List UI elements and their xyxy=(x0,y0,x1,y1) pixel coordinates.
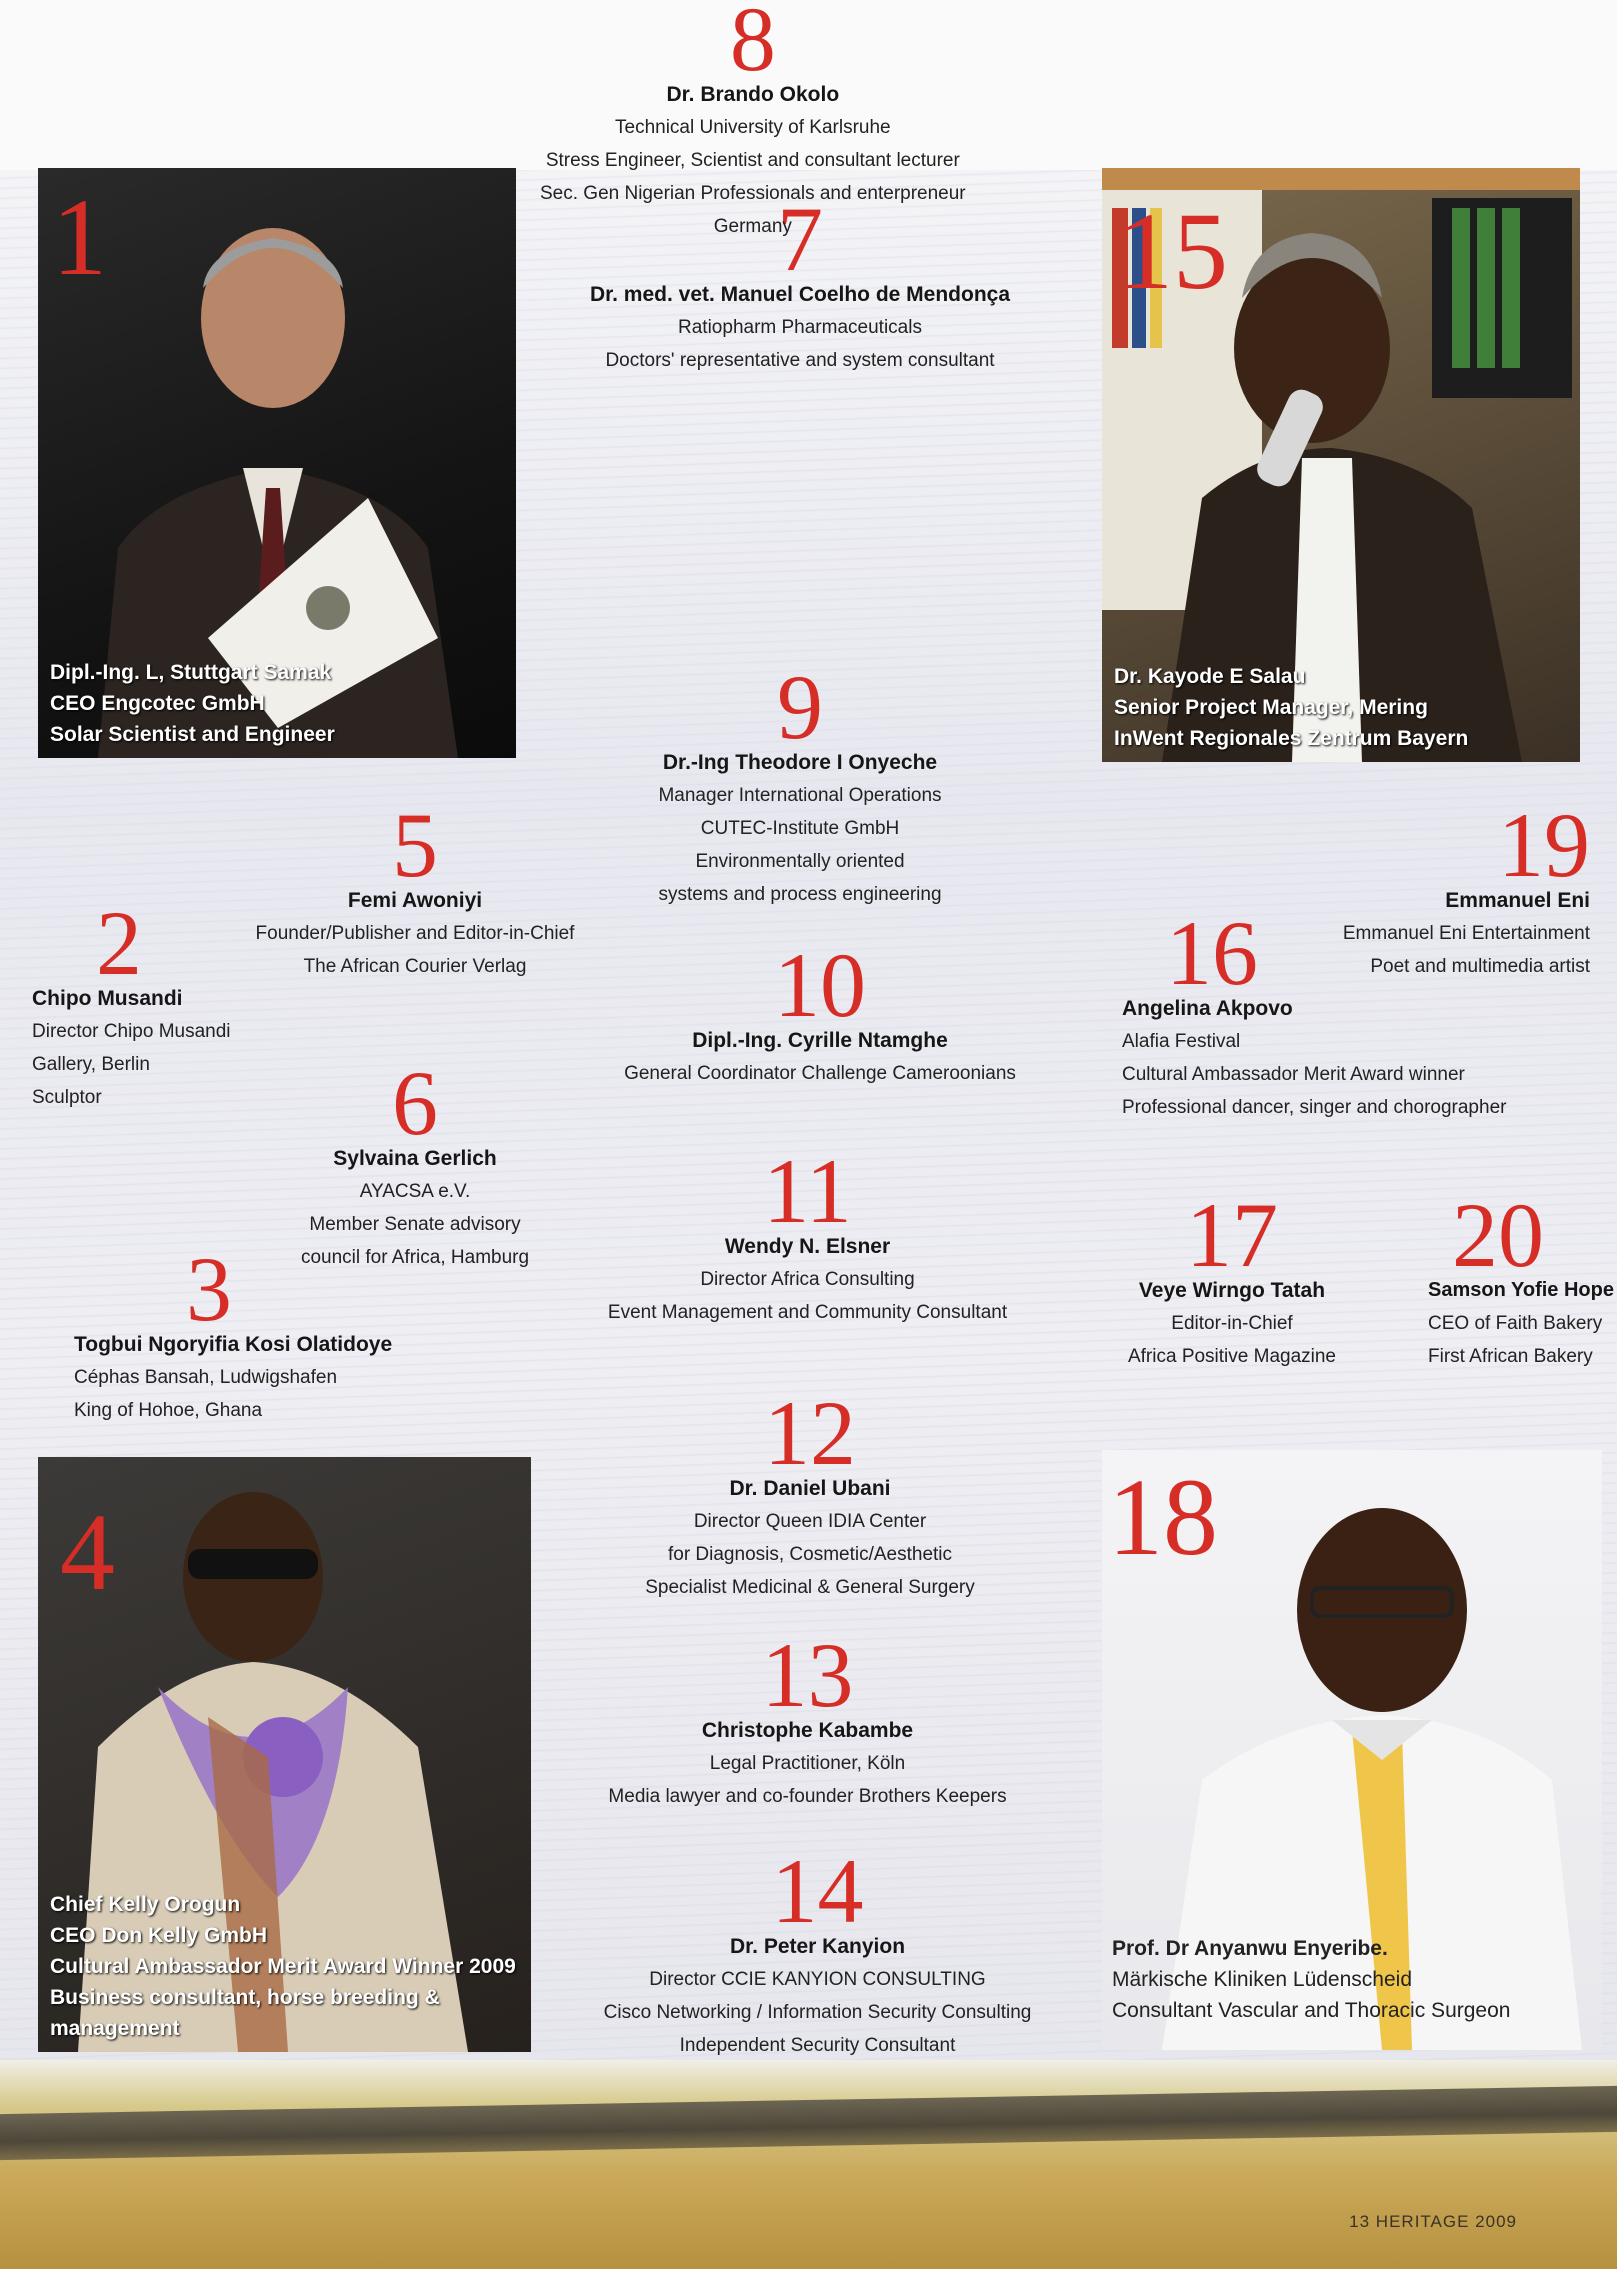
entry-name: Dr. med. vet. Manuel Coelho de Mendonça xyxy=(589,283,1011,306)
photo-4 xyxy=(38,1457,531,2052)
entry-number: 13 xyxy=(761,1624,854,1726)
entry-line: CEO of Faith Bakery xyxy=(1428,1313,1603,1334)
entry-name: Dr. Daniel Ubani xyxy=(729,1477,891,1500)
photo-number: 4 xyxy=(60,1491,115,1613)
entry-line: for Diagnosis, Cosmetic/Aesthetic xyxy=(667,1544,953,1565)
caption-line: Dipl.-Ing. L, Stuttgart Samak xyxy=(50,661,332,684)
caption-line: Cultural Ambassador Merit Award Winner 2009 xyxy=(50,1955,516,1978)
entry-name: Angelina Akpovo xyxy=(1122,997,1293,1020)
entry-name: Emmanuel Eni xyxy=(1445,889,1590,912)
entry-line: Sculptor xyxy=(32,1087,102,1108)
entry-line: AYACSA e.V. xyxy=(359,1181,471,1202)
entry-line: Céphas Bansah, Ludwigshafen xyxy=(74,1367,338,1388)
entry-16 xyxy=(1122,902,1552,1124)
photo-18 xyxy=(1102,1450,1602,2050)
entry-number: 12 xyxy=(764,1382,856,1484)
entry-line: Ratiopharm Pharmaceuticals xyxy=(678,317,922,338)
photo-number: 18 xyxy=(1108,1456,1218,1578)
entry-line: Cultural Ambassador Merit Award winner xyxy=(1122,1064,1465,1085)
photo-number: 15 xyxy=(1118,190,1228,312)
entry-name: Femi Awoniyi xyxy=(347,889,483,912)
entry-number: 5 xyxy=(392,794,438,896)
caption-line: Chief Kelly Orogun xyxy=(50,1893,241,1916)
entry-number: 20 xyxy=(1452,1184,1544,1286)
entry-3 xyxy=(74,1238,504,1427)
entry-name: Dr.-Ing Theodore I Onyeche xyxy=(662,751,938,774)
entry-name: Christophe Kabambe xyxy=(701,1719,914,1742)
entry-line: Legal Practitioner, Köln xyxy=(709,1753,906,1774)
entry-17 xyxy=(1102,1184,1362,1373)
entry-name: Dr. Peter Kanyion xyxy=(729,1935,906,1958)
entry-name: Dipl.-Ing. Cyrille Ntamghe xyxy=(692,1029,948,1052)
photo-15 xyxy=(1102,168,1580,762)
entry-line: Event Management and Community Consultant xyxy=(607,1302,1008,1323)
entry-line: Cisco Networking / Information Security Consulting xyxy=(603,2002,1032,2023)
caption-line: Consultant Vascular and Thoracic Surgeon xyxy=(1112,1999,1511,2022)
entry-line: Media lawyer and co-founder Brothers Keepers xyxy=(608,1786,1007,1807)
entry-2 xyxy=(32,892,292,1114)
entry-line: Sec. Gen Nigerian Professionals and enterpreneur xyxy=(540,183,966,204)
entry-number: 2 xyxy=(96,892,142,994)
caption-line: Märkische Kliniken Lüdenscheid xyxy=(1112,1968,1412,1991)
photo-caption xyxy=(1114,661,1468,754)
page-footer: 13 HERITAGE 2009 xyxy=(1349,2212,1517,2231)
entry-number: 9 xyxy=(777,656,823,758)
entry-6 xyxy=(280,1052,550,1274)
entry-13 xyxy=(540,1624,1075,1813)
entry-line: Gallery, Berlin xyxy=(32,1054,150,1075)
entry-12 xyxy=(550,1382,1070,1604)
entry-5 xyxy=(250,794,580,983)
entry-line: Member Senate advisory xyxy=(309,1214,521,1235)
entry-line: Stress Engineer, Scientist and consultant lecturer xyxy=(545,150,960,171)
caption-line: InWent Regionales Zentrum Bayern xyxy=(1114,727,1469,750)
entry-line: Poet and multimedia artist xyxy=(1370,956,1590,977)
entry-line: The African Courier Verlag xyxy=(303,956,527,977)
entry-11 xyxy=(540,1140,1075,1329)
entry-line: Founder/Publisher and Editor-in-Chief xyxy=(255,923,575,944)
caption-line: CEO Engcotec GmbH xyxy=(50,692,265,715)
entry-number: 10 xyxy=(774,934,866,1036)
entry-line: Director CCIE KANYION CONSULTING xyxy=(649,1969,986,1990)
entry-line: Director Chipo Musandi xyxy=(32,1021,231,1042)
entry-10 xyxy=(560,934,1080,1090)
entry-name: Wendy N. Elsner xyxy=(724,1235,891,1258)
caption-line: Senior Project Manager, Mering xyxy=(1114,696,1428,719)
photo-caption xyxy=(1112,1933,1510,2026)
entry-line: First African Bakery xyxy=(1428,1346,1593,1367)
entry-number: 14 xyxy=(771,1840,864,1942)
entry-line: systems and process engineering xyxy=(658,884,942,905)
entry-number: 11 xyxy=(763,1140,852,1242)
entry-line: Director Queen IDIA Center xyxy=(693,1511,927,1532)
entry-name: Sylvaina Gerlich xyxy=(333,1147,497,1170)
entry-name: Samson Yofie Hope xyxy=(1428,1279,1614,1301)
photo-caption xyxy=(50,657,335,750)
entry-line: Director Africa Consulting xyxy=(700,1269,915,1290)
entry-name: Dr. Brando Okolo xyxy=(666,83,840,106)
caption-line: CEO Don Kelly GmbH xyxy=(50,1924,268,1947)
entry-9 xyxy=(540,656,1060,911)
entry-line: King of Hohoe, Ghana xyxy=(74,1400,263,1421)
entry-line: Professional dancer, singer and chorographer xyxy=(1122,1097,1507,1118)
caption-line: Business consultant, horse breeding & management xyxy=(50,1986,440,2040)
entry-number: 19 xyxy=(1498,794,1590,896)
entry-line: Emmanuel Eni Entertainment xyxy=(1342,923,1590,944)
caption-line: Dr. Kayode E Salau xyxy=(1114,665,1306,688)
photo-caption xyxy=(50,1889,531,2044)
entry-line: Manager International Operations xyxy=(658,785,942,806)
entry-number: 16 xyxy=(1166,902,1258,1004)
entry-line: council for Africa, Hamburg xyxy=(300,1247,530,1268)
entry-line: Specialist Medicinal & General Surgery xyxy=(645,1577,975,1598)
entry-line: Environmentally oriented xyxy=(695,851,905,872)
photo-1 xyxy=(38,168,516,758)
entry-20 xyxy=(1428,1184,1614,1373)
entry-name: Togbui Ngoryifia Kosi Olatidoye xyxy=(74,1333,393,1356)
entry-line: Africa Positive Magazine xyxy=(1127,1346,1337,1367)
entry-line: Editor-in-Chief xyxy=(1171,1313,1293,1334)
entry-8 xyxy=(540,0,966,243)
entry-line: Alafia Festival xyxy=(1122,1031,1241,1052)
entry-number: 8 xyxy=(729,0,776,90)
photo-number: 1 xyxy=(52,176,107,298)
entry-line: Germany xyxy=(713,216,792,237)
entry-number: 17 xyxy=(1186,1184,1278,1286)
entry-number: 7 xyxy=(777,188,823,290)
entry-14 xyxy=(550,1840,1085,2062)
entry-number: 3 xyxy=(186,1238,232,1340)
entry-line: Technical University of Karlsruhe xyxy=(615,117,891,138)
entry-line: General Coordinator Challenge Cameroonians xyxy=(624,1063,1016,1084)
caption-line: Solar Scientist and Engineer xyxy=(50,723,335,746)
entry-line: Independent Security Consultant xyxy=(679,2035,956,2056)
entry-line: CUTEC-Institute GmbH xyxy=(700,818,900,839)
entry-name: Chipo Musandi xyxy=(32,987,183,1010)
entry-number: 6 xyxy=(392,1052,438,1154)
entry-line: Doctors' representative and system consultant xyxy=(605,350,995,371)
entry-name: Veye Wirngo Tatah xyxy=(1138,1279,1326,1302)
caption-line: Prof. Dr Anyanwu Enyeribe. xyxy=(1112,1937,1388,1960)
